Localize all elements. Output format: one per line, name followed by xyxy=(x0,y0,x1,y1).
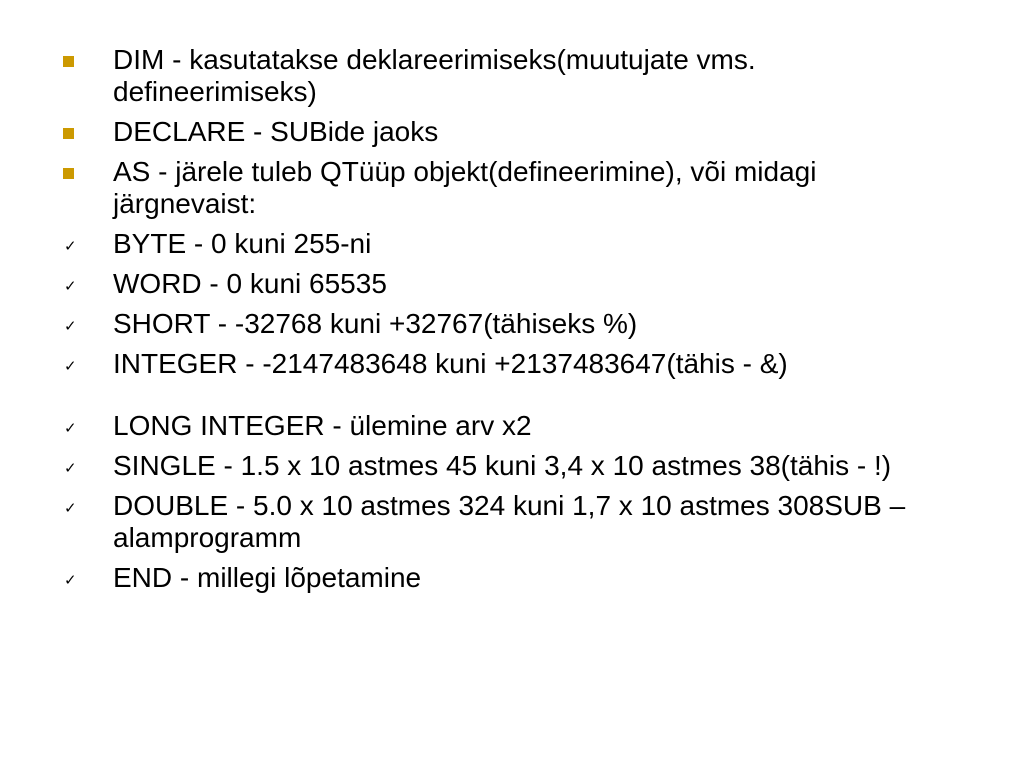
square-bullet-icon xyxy=(63,168,74,179)
list-item-text: DIM - kasutatakse deklareerimiseks(muutujate vms. defineerimiseks) xyxy=(113,44,756,107)
check-icon: ✓ xyxy=(64,571,77,589)
square-bullet-icon xyxy=(63,56,74,67)
square-bullet-icon xyxy=(63,128,74,139)
check-icon: ✓ xyxy=(64,357,77,375)
list-item-declare xyxy=(62,116,962,148)
list-item-double xyxy=(62,490,962,554)
list-item-short xyxy=(62,308,962,340)
list-item-single xyxy=(62,450,962,482)
list-item-text: SHORT - -32768 kuni +32767(tähiseks %) xyxy=(113,308,638,339)
list-item-text: DOUBLE - 5.0 x 10 astmes 324 kuni 1,7 x 10 astmes 308SUB – alamprogramm xyxy=(113,490,906,553)
check-icon: ✓ xyxy=(64,419,77,437)
list-item-byte xyxy=(62,228,962,260)
check-icon: ✓ xyxy=(64,317,77,335)
list-item-text: DECLARE - SUBide jaoks xyxy=(113,116,439,147)
check-icon: ✓ xyxy=(64,459,77,477)
list-item-as xyxy=(62,156,962,220)
list-item-text: LONG INTEGER - ülemine arv x2 xyxy=(113,410,532,441)
check-icon: ✓ xyxy=(64,499,77,517)
list-item-text: SINGLE - 1.5 x 10 astmes 45 kuni 3,4 x 10 astmes 38(tähis - !) xyxy=(113,450,892,481)
check-icon: ✓ xyxy=(64,277,77,295)
list-item-word xyxy=(62,268,962,300)
list-item-integer xyxy=(62,348,962,380)
bullet-list xyxy=(62,44,962,602)
list-item-end xyxy=(62,562,962,594)
list-item-text: END - millegi lõpetamine xyxy=(113,562,422,593)
list-item-long-integer xyxy=(62,410,962,442)
list-item-text: INTEGER - -2147483648 kuni +2137483647(tähis - &) xyxy=(113,348,788,379)
list-item-dim xyxy=(62,44,962,108)
list-item-text: BYTE - 0 kuni 255-ni xyxy=(113,228,372,259)
list-item-text: WORD - 0 kuni 65535 xyxy=(113,268,387,299)
check-icon: ✓ xyxy=(64,237,77,255)
list-item-text: AS - järele tuleb QTüüp objekt(defineerimine), või midagi järgnevaist: xyxy=(113,156,817,219)
